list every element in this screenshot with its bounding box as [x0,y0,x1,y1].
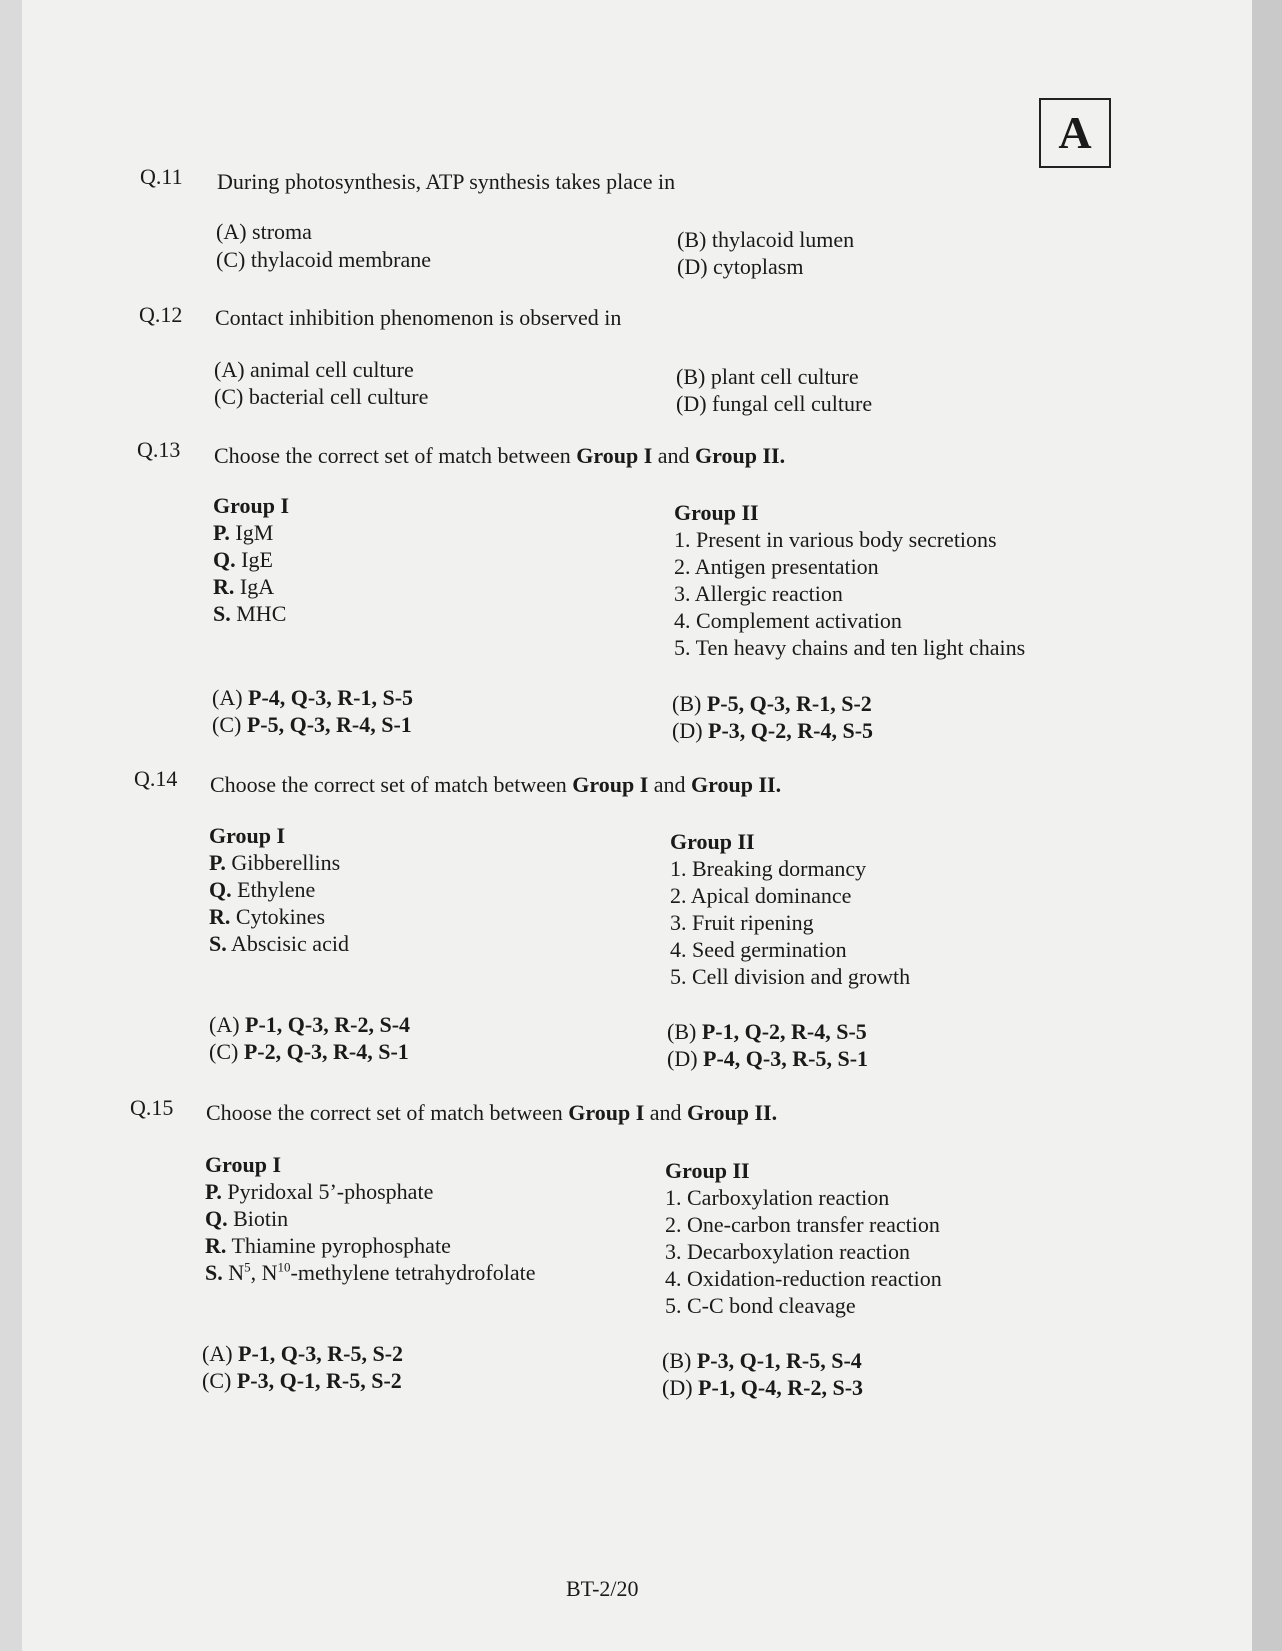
q13-group1 [213,492,289,627]
q14-group2-item: 5. Cell division and growth [670,964,911,989]
q14-group2-item: 3. Fruit ripening [670,910,814,935]
q13-option-d: (D) P-3, Q-2, R-4, S-5 [672,718,874,743]
q14-group2-item: 2. Apical dominance [670,883,852,908]
set-label-box [1039,98,1111,168]
q13-number: Q.13 [137,437,181,462]
q15-group1 [205,1151,535,1286]
q13-option-c: (C) P-5, Q-3, R-4, S-1 [212,712,412,737]
q15-option-c: (C) P-3, Q-1, R-5, S-2 [202,1368,402,1393]
q13-group1-title: Group I [213,493,290,518]
q14-group1 [209,822,349,957]
q12-text: Contact inhibition phenomenon is observed in [215,305,622,330]
q14-option-d: (D) P-4, Q-3, R-5, S-1 [667,1046,869,1071]
q13-group1-item: Q. IgE [213,547,273,572]
q14-option-b: (B) P-1, Q-2, R-4, S-5 [667,1019,867,1044]
q14-number: Q.14 [134,766,178,791]
q12-number: Q.12 [139,302,183,327]
q14-group1-title: Group I [209,823,286,848]
q15-group2-item: 5. C-C bond cleavage [665,1293,856,1318]
q15-group1-item: S. $N^5$, $N^{10}$-methylene tetrahydrofolate [205,1259,536,1285]
q11-option-b: (B) thylacoid lumen [677,227,855,252]
q13-text: Choose the correct set of match between Group I and Group II. [214,443,786,468]
scan-left-margin [0,0,22,1651]
q13-group2-item: 4. Complement activation [674,608,902,633]
q15-text: Choose the correct set of match between Group I and Group II. [206,1100,778,1125]
q14-group2-item: 4. Seed germination [670,937,847,962]
q15-option-b: (B) P-3, Q-1, R-5, S-4 [662,1348,862,1373]
q13-group1-item: R. IgA [213,574,275,599]
q15-option-d: (D) P-1, Q-4, R-2, S-3 [662,1375,864,1400]
q15-group2-item: 4. Oxidation-reduction reaction [665,1266,942,1291]
q12-option-c: (C) bacterial cell culture [214,384,429,409]
q15-group2 [665,1157,942,1319]
q12-option-b: (B) plant cell culture [676,364,859,389]
q14-group1-item: R. Cytokines [209,904,326,929]
q14-group1-item: S. Abscisic acid [209,931,349,956]
q13-option-a: (A) P-4, Q-3, R-1, S-5 [212,685,414,710]
q15-group1-title: Group I [205,1152,282,1177]
q14-option-c: (C) P-2, Q-3, R-4, S-1 [209,1039,409,1064]
q15-group2-title: Group II [665,1158,750,1183]
q12-option-a: (A) animal cell culture [214,357,414,382]
q14-group2-title: Group II [670,829,755,854]
page-footer: BT-2/20 [566,1576,639,1601]
q11-number: Q.11 [140,164,183,189]
q15-group1-item: P. Pyridoxal 5’-phosphate [205,1179,434,1204]
q15-group1-item: Q. Biotin [205,1206,289,1231]
q15-number: Q.15 [130,1095,174,1120]
q15-option-a: (A) P-1, Q-3, R-5, S-2 [202,1341,404,1366]
q13-group2-title: Group II [674,500,759,525]
q11-text: During photosynthesis, ATP synthesis takes place in [217,169,676,194]
q15-group2-item: 1. Carboxylation reaction [665,1185,890,1210]
q13-group2 [674,499,1025,661]
q14-group2 [670,828,910,990]
q14-group1-item: P. Gibberellins [209,850,341,875]
q11-option-a: (A) stroma [216,219,312,244]
q13-option-b: (B) P-5, Q-3, R-1, S-2 [672,691,872,716]
q11-option-c: (C) thylacoid membrane [216,247,432,272]
q13-group2-item: 2. Antigen presentation [674,554,879,579]
q14-text: Choose the correct set of match between Group I and Group II. [210,772,782,797]
q12-option-d: (D) fungal cell culture [676,391,873,416]
q15-group2-item: 3. Decarboxylation reaction [665,1239,910,1264]
set-label: A [1058,107,1092,158]
q15-group2-item: 2. One-carbon transfer reaction [665,1212,940,1237]
q13-group2-item: 1. Present in various body secretions [674,527,997,552]
q13-group2-item: 5. Ten heavy chains and ten light chains [674,635,1026,660]
q15-group1-item: R. Thiamine pyrophosphate [205,1233,451,1258]
q11-option-d: (D) cytoplasm [677,254,804,279]
q13-group1-item: S. MHC [213,601,287,626]
q13-group2-item: 3. Allergic reaction [674,581,843,606]
q13-group1-item: P. IgM [213,520,274,545]
q14-group1-item: Q. Ethylene [209,877,316,902]
scan-right-margin [1252,0,1282,1651]
q14-group2-item: 1. Breaking dormancy [670,856,867,881]
exam-page [22,0,1252,1651]
q14-option-a: (A) P-1, Q-3, R-2, S-4 [209,1012,411,1037]
